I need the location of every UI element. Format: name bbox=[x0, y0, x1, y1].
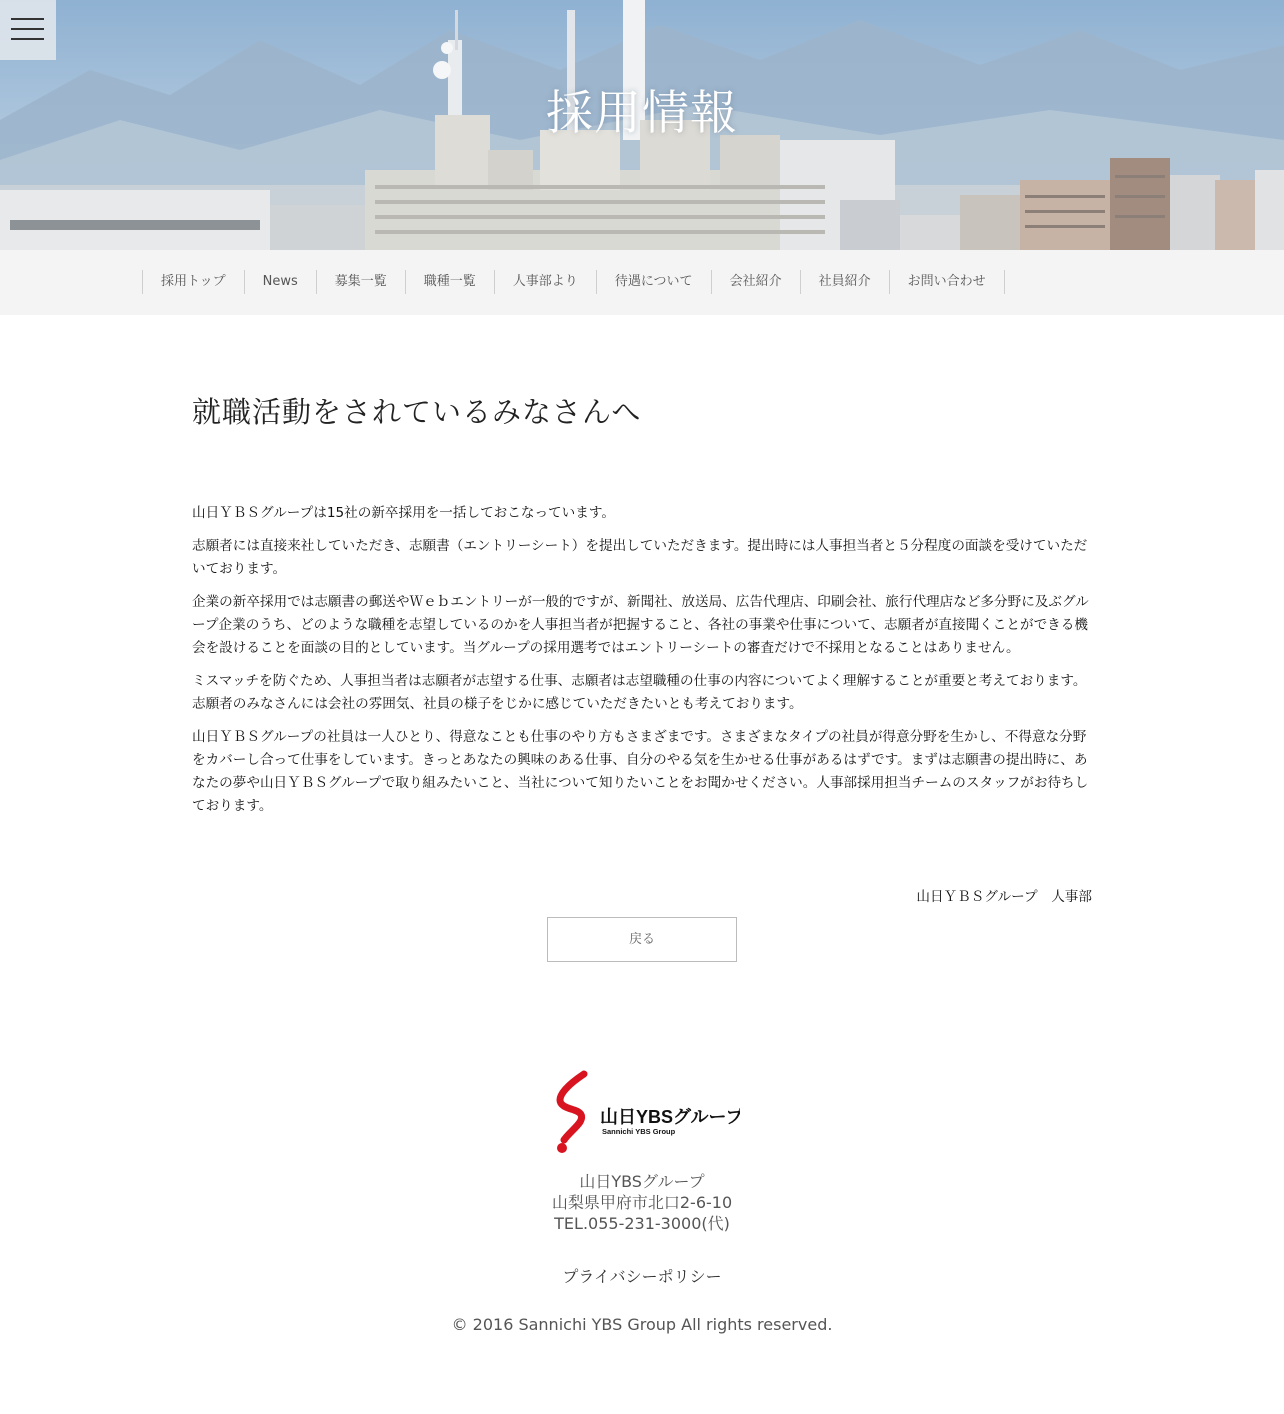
hamburger-menu-icon[interactable] bbox=[0, 0, 56, 60]
company-logo-image bbox=[550, 1070, 740, 1156]
menu-bar bbox=[11, 28, 44, 30]
footer-postal-address: 山梨県甲府市北口2-6-10 bbox=[551, 1193, 733, 1212]
paragraph: 山日ＹＢＳグループの社員は一人ひとり、得意なことも仕事のやり方もさまざまです。さまざまなタイプの社員が得意分野を生かし、不得意な分野をカバーし合って仕事をしています。きっとあなたの興味のある仕事、自分のやる気を生かせる仕事があるはずです。まずは志願書の提出時に、あなたの夢や山日ＹＢＳグループで取り組みたいこと、当社について知りたいことをお聞かせください。人事部採用担当チームのスタッフがお待ちしております。 bbox=[192, 729, 1089, 814]
copyright: © 2016 Sannichi YBS Group All rights reserved. bbox=[451, 1315, 833, 1334]
nav-item-news[interactable]: News bbox=[245, 270, 317, 294]
nav-item-contact[interactable]: お問い合わせ bbox=[890, 270, 1005, 294]
nav-item-recruit-top[interactable]: 採用トップ bbox=[143, 270, 245, 294]
footer-address bbox=[0, 1171, 1284, 1234]
nav-item-company[interactable]: 会社紹介 bbox=[712, 270, 801, 294]
menu-bar bbox=[11, 18, 44, 20]
logo-mark bbox=[560, 1074, 584, 1140]
nav-item-from-hr[interactable]: 人事部より bbox=[495, 270, 597, 294]
paragraph: 山日ＹＢＳグループは15社の新卒採用を一括しておこなっています。 bbox=[192, 505, 615, 521]
paragraph: 企業の新卒採用では志願書の郵送やＷｅｂエントリーが一般的ですが、新聞社、放送局、広告代理店、印刷会社、旅行代理店など多分野に及ぶグループ企業のうち、どのような職種を志望しているのかを人事担当者が把握すること、各社の事業や仕事について、志願者が直接聞くことができる機会を設けることを面談の目的としています。当グループの採用選考ではエントリーシートの審査だけで不採用となることはありません。 bbox=[192, 594, 1089, 656]
main-navigation bbox=[0, 250, 1284, 315]
hero-banner bbox=[0, 0, 1284, 250]
message-body bbox=[192, 502, 1092, 828]
nav-item-benefits[interactable]: 待遇について bbox=[597, 270, 712, 294]
logo-dot bbox=[557, 1143, 567, 1153]
signature: 山日ＹＢＳグループ 人事部 bbox=[916, 889, 1092, 905]
hero-title: 採用情報 bbox=[546, 86, 738, 141]
nav-item-job-openings[interactable]: 募集一覧 bbox=[317, 270, 406, 294]
back-button[interactable]: 戻る bbox=[547, 917, 737, 962]
svg-text:山日YBSグループ: 山日YBSグループ bbox=[600, 1107, 740, 1127]
footer-company-name: 山日YBSグループ bbox=[579, 1172, 705, 1191]
privacy-policy-link[interactable]: プライバシーポリシー bbox=[562, 1267, 722, 1286]
footer-phone: TEL.055-231-3000(代) bbox=[554, 1214, 730, 1233]
company-logo[interactable] bbox=[550, 1070, 740, 1156]
paragraph: 志願者には直接来社していただき、志願書（エントリーシート）を提出していただきます。提出時には人事担当者と５分程度の面談を受けていただいております。 bbox=[192, 538, 1088, 577]
svg-text:Sannichi YBS Group: Sannichi YBS Group bbox=[602, 1127, 676, 1136]
nav-item-employees[interactable]: 社員紹介 bbox=[801, 270, 890, 294]
page-heading: 就職活動をされているみなさんへ bbox=[192, 395, 642, 429]
paragraph: ミスマッチを防ぐため、人事担当者は志願者が志望する仕事、志願者は志望職種の仕事の内容についてよく理解することが重要と考えております。志願者のみなさんには会社の雰囲気、社員の様子をじかに感じていただきたいとも考えております。 bbox=[192, 673, 1087, 712]
menu-bar bbox=[11, 38, 44, 40]
main-content bbox=[192, 390, 1092, 814]
nav-item-job-types[interactable]: 職種一覧 bbox=[406, 270, 495, 294]
